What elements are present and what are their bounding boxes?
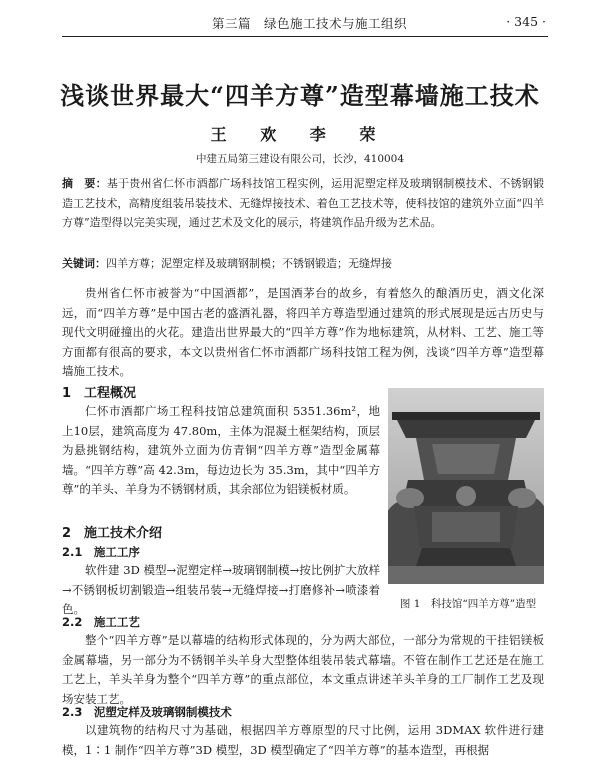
section-2-1-heading: 2.1 施工工序 <box>62 545 140 559</box>
header-rule <box>62 36 548 37</box>
figure-caption: 图 1 科技馆“四羊方尊”造型 <box>399 598 537 610</box>
authors: 王 欢 李 荣 <box>210 125 390 144</box>
figure-photo <box>388 388 544 584</box>
keywords-text: 四羊方尊；泥塑定样及玻璃钢制模；不锈钢锻造；无缝焊接 <box>106 257 392 270</box>
section-2-3-heading: 2.3 泥塑定样及玻璃钢制模技术 <box>62 705 232 719</box>
article-title: 浅谈世界最大“四羊方尊”造型幕墙施工技术 <box>60 81 540 110</box>
section-2-2-heading: 2.2 施工工艺 <box>62 615 140 629</box>
keywords <box>62 255 544 273</box>
section-1-text: 仁怀市酒都广场工程科技馆总建筑面积 5351.36m²，地上10层，建筑高度为 47.80m，主体为混凝土框架结构，顶层为悬挑钢结构，建筑外立面为仿青铜“四羊方尊”造型金属幕墙。“四羊方尊”高 42.3m，每边边长为 35.3m，其中“四羊方尊”的羊头、羊身为不锈钢材质，其余部位为铝镁板材质。 <box>62 404 380 496</box>
section-2-1-text: 软件建 3D 模型→泥塑定样→玻璃钢制模→按比例扩大放样→不锈钢板切割锻造→组装吊装→无缝焊接→打磨修补→喷漆着色。 <box>62 563 380 616</box>
section-2-2-text: 整个“四羊方尊”是以幕墙的结构形式体现的，分为两大部位，一部分为常规的干挂铝镁板金属幕墙，另一部分为不锈钢羊头羊身大型整体组装吊装式幕墙。不管在制作工艺还是在施工工艺上，羊头羊身为整个“四羊方尊”的重点部位，本文重点讲述羊头羊身的工厂制作工艺及现场安装工艺。 <box>62 633 544 706</box>
page-number: · 345 · <box>506 14 546 29</box>
abstract-label: 摘 要： <box>62 177 107 190</box>
keywords-label: 关键词： <box>62 257 106 270</box>
section-2-heading: 2 施工技术介绍 <box>62 526 163 541</box>
affiliation: 中建五局第三建设有限公司，长沙，410004 <box>195 153 405 165</box>
abstract-text: 基于贵州省仁怀市酒都广场科技馆工程实例，运用泥塑定样及玻璃钢制模技术、不锈钢锻造工艺技术，高精度组装吊装技术、无缝焊接技术、着色工艺技术等，使科技馆的建筑外立面“四羊方尊”造型得以完美实现，通过艺术及文化的展示，将建筑作品升级为艺术品。 <box>62 177 544 229</box>
chapter-title: 第三篇 绿色施工技术与施工组织 <box>212 16 408 31</box>
abstract <box>62 174 544 233</box>
section-2-3-text: 以建筑物的结构尺寸为基础，根据四羊方尊原型的尺寸比例，运用 3DMAX 软件进行建模，1∶1 制作“四羊方尊”3D 模型，3D 模型确定了“四羊方尊”的基本造型，再根据 <box>62 723 544 757</box>
intro-paragraph: 贵州省仁怀市被誉为“中国酒都”，是国酒茅台的故乡，有着悠久的酿酒历史，酒文化深远，而“四羊方尊”是中国古老的盛酒礼器，将四羊方尊造型通过建筑的形式展现是远古历史与现代文明碰撞出的火花。建造出世界最大的“四羊方尊”作为地标建筑，从材料、工艺、施工等方面都有很高的要求，本文以贵州省仁怀市酒都广场科技馆工程为例，浅谈“四羊方尊”造型幕墙施工技术。 <box>62 286 544 378</box>
section-1-heading: 1 工程概况 <box>62 386 137 401</box>
running-head <box>0 0 600 40</box>
